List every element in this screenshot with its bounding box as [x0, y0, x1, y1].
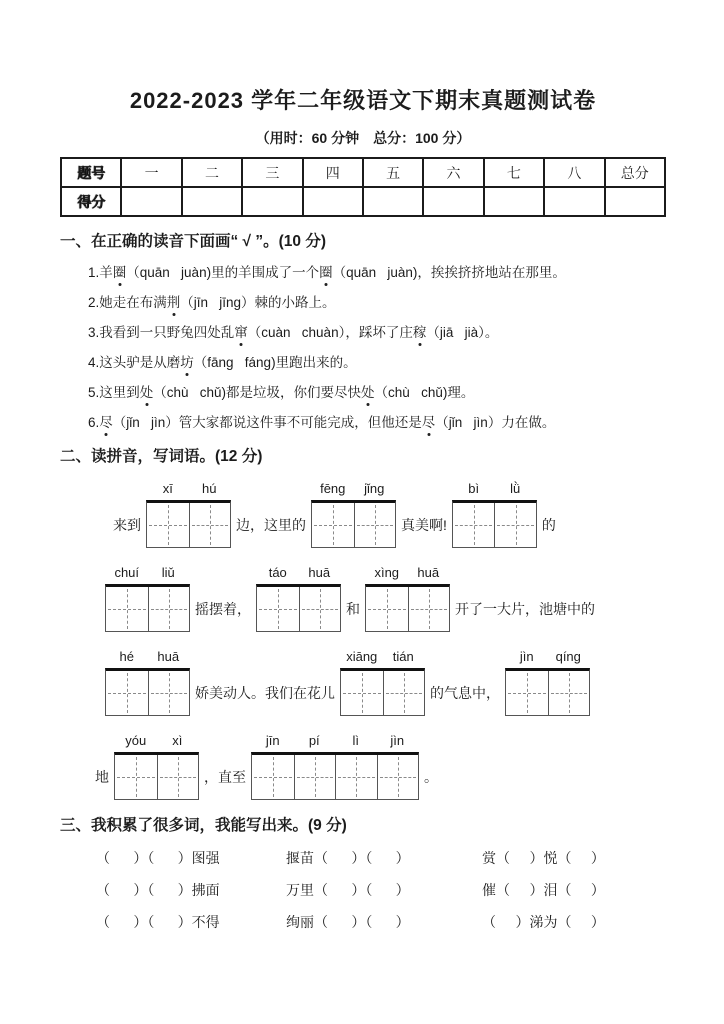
- context-text-group: [113, 480, 141, 549]
- pinyin-row: [452, 480, 537, 500]
- emphasized-character: 稼: [412, 325, 427, 340]
- context-text: 地: [95, 768, 109, 785]
- pinyin-label: xìng: [374, 565, 400, 580]
- context-text-group: [430, 648, 500, 717]
- writing-cell: [506, 671, 548, 715]
- pinyin-label: jìn: [390, 733, 405, 748]
- pinyin-spacer: [424, 732, 438, 752]
- question-item: 2.她走在布满荆（jīn jīng）棘的小路上。: [88, 295, 336, 310]
- writing-cell: [494, 503, 536, 547]
- score-table: [60, 157, 666, 217]
- pinyin-label: tián: [392, 649, 414, 664]
- writing-cell: [115, 755, 157, 799]
- question-item: 4.这头驴是从磨坊（fāng fáng)里跑出来的。: [88, 355, 357, 370]
- word-completion: 绚丽（ ）（ ）: [286, 914, 410, 930]
- score-table-score-row: [61, 187, 665, 216]
- pinyin-label: hú: [202, 481, 217, 496]
- emphasized-character: 处: [361, 385, 375, 400]
- section-word-completion: [60, 816, 666, 932]
- score-table-row2-label: 得分: [61, 187, 121, 216]
- pinyin-spacer: [401, 480, 447, 500]
- writing-cell: [299, 587, 341, 631]
- page-subtitle: （用时：60 分钟 总分：100 分）: [255, 130, 471, 146]
- section1-items: [60, 263, 666, 432]
- pinyin-line: [105, 564, 666, 633]
- context-text: 真美啊!: [401, 516, 447, 533]
- pinyin-label: xì: [172, 733, 183, 748]
- score-table-row1-label: 题号: [61, 158, 121, 187]
- writing-grid: [105, 668, 190, 716]
- pinyin-row: [311, 480, 396, 500]
- word-completion: （ ）涕为（ ）: [482, 914, 605, 930]
- pinyin-word-group: [114, 732, 199, 800]
- writing-grid: [340, 668, 425, 716]
- score-table-col-header: 八: [544, 158, 604, 187]
- score-table-score-cell: [182, 187, 242, 216]
- context-text: 和: [346, 600, 360, 617]
- pinyin-label: pí: [308, 733, 320, 748]
- pinyin-row: [146, 480, 231, 500]
- pinyin-label: xī: [162, 481, 173, 496]
- word-row: [96, 849, 666, 868]
- score-table-score-cell: [544, 187, 604, 216]
- pinyin-word-group: [365, 564, 450, 632]
- writing-grid: [365, 584, 450, 632]
- pinyin-label: lì: [352, 733, 359, 748]
- pinyin-label: huā: [157, 649, 180, 664]
- emphasized-character: 窜: [234, 325, 248, 340]
- word-completion: 揠苗（ ）（ ）: [286, 850, 410, 866]
- writing-cell: [157, 755, 199, 799]
- pinyin-label: liǔ: [161, 565, 175, 580]
- section2-lines: [60, 480, 666, 801]
- context-text: 开了一大片，池塘中的: [455, 600, 595, 617]
- pinyin-spacer: [204, 732, 246, 752]
- pinyin-label: lǜ: [510, 481, 521, 496]
- pinyin-label: fēng: [320, 481, 346, 496]
- writing-grid: [311, 500, 396, 548]
- context-text-group: [542, 480, 556, 549]
- score-table-score-cell: [303, 187, 363, 216]
- pinyin-word-group: [340, 648, 425, 716]
- score-table-col-header: 六: [423, 158, 483, 187]
- emphasized-character: 坊: [180, 355, 194, 370]
- score-table-score-cell: [121, 187, 181, 216]
- score-table-col-header: 七: [484, 158, 544, 187]
- word-completion: （ ）（ ）拂面: [96, 882, 220, 898]
- writing-cell: [453, 503, 495, 547]
- context-text: 。: [424, 768, 438, 785]
- pinyin-label: huā: [417, 565, 440, 580]
- word-row: [96, 881, 666, 900]
- pinyin-row: [105, 564, 190, 584]
- pinyin-label: yóu: [125, 733, 147, 748]
- score-table-score-cell: [242, 187, 302, 216]
- word-completion: （ ）（ ）图强: [96, 850, 220, 866]
- question-item: 5.这里到处（chù chǔ)都是垃圾，你们要尽快处（chù chǔ)理。: [88, 385, 475, 400]
- score-table-header-row: [61, 158, 665, 187]
- word-row: [96, 913, 666, 932]
- context-text-group: [236, 480, 306, 549]
- section3-heading: 三、我积累了很多词，我能写出来。(9 分): [60, 817, 347, 834]
- emphasized-character: 尽: [99, 415, 113, 430]
- word-completion: 催（ ）泪（ ）: [482, 882, 605, 898]
- writing-cell: [189, 503, 231, 547]
- pinyin-row: [365, 564, 450, 584]
- emphasized-character: 圈: [112, 265, 127, 280]
- pinyin-word-group: [105, 648, 190, 716]
- writing-grid: [105, 584, 190, 632]
- score-table-col-header: 四: [303, 158, 363, 187]
- section1-heading: 一、在正确的读音下面画“ √ ”。(10 分): [60, 233, 326, 250]
- emphasized-character: 处: [139, 385, 154, 400]
- context-text-group: [346, 564, 360, 633]
- writing-grid: [256, 584, 341, 632]
- pinyin-label: huā: [308, 565, 331, 580]
- question-item: 6.尽（jǐn jìn）管大家都说这件事不可能完成，但他还是尽（jǐn jìn）力在做。: [88, 415, 556, 430]
- pinyin-line: [105, 648, 666, 717]
- writing-cell: [257, 587, 299, 631]
- emphasized-character: 尽: [421, 415, 436, 430]
- pinyin-label: chuí: [114, 565, 140, 580]
- score-table-col-header: 二: [182, 158, 242, 187]
- score-table-score-cell: [363, 187, 423, 216]
- question-item: 1.羊圈（quān juàn)里的羊围成了一个圈（quān juàn)，挨挨挤挤地站在那里。: [88, 265, 566, 280]
- pinyin-label: jīn: [265, 733, 280, 748]
- writing-cell: [294, 755, 336, 799]
- writing-grid: [505, 668, 590, 716]
- context-text-group: [455, 564, 595, 633]
- context-text: 边，这里的: [236, 516, 306, 533]
- context-text: ，直至: [204, 768, 246, 785]
- pinyin-label: jǐng: [364, 481, 385, 496]
- context-text: 娇美动人。我们在花儿: [195, 684, 335, 701]
- writing-cell: [252, 755, 294, 799]
- pinyin-row: [340, 648, 425, 668]
- writing-cell: [366, 587, 408, 631]
- pinyin-word-group: [311, 480, 396, 548]
- pinyin-row: [505, 648, 590, 668]
- writing-grid: [114, 752, 199, 800]
- pinyin-spacer: [113, 480, 141, 500]
- writing-grid: [251, 752, 419, 800]
- pinyin-label: jìn: [519, 649, 534, 664]
- context-text-group: [401, 480, 447, 549]
- pinyin-label: bì: [468, 481, 480, 496]
- writing-cell: [148, 671, 190, 715]
- pinyin-word-group: [251, 732, 419, 800]
- pinyin-word-group: [452, 480, 537, 548]
- score-table-score-cell: [605, 187, 665, 216]
- pinyin-spacer: [430, 648, 500, 668]
- context-text-group: [95, 732, 109, 801]
- word-completion: 万里（ ）（ ）: [286, 882, 410, 898]
- score-table-score-cell: [484, 187, 544, 216]
- writing-cell: [106, 671, 148, 715]
- word-completion: （ ）（ ）不得: [96, 914, 220, 930]
- context-text: 摇摆着，: [195, 600, 251, 617]
- context-text-group: [195, 564, 251, 633]
- section2-heading: 二、读拼音，写词语。(12 分): [60, 448, 263, 465]
- emphasized-character: 荆: [166, 295, 181, 310]
- pinyin-row: [256, 564, 341, 584]
- pinyin-label: xiāng: [346, 649, 378, 664]
- section3-rows: [60, 849, 666, 932]
- pinyin-spacer: [542, 480, 556, 500]
- pinyin-word-group: [505, 648, 590, 716]
- score-table-col-header: 三: [242, 158, 302, 187]
- pinyin-line: [113, 480, 666, 549]
- writing-cell: [106, 587, 148, 631]
- writing-grid: [146, 500, 231, 548]
- writing-cell: [312, 503, 354, 547]
- pinyin-word-group: [256, 564, 341, 632]
- question-item: 3.我看到一只野兔四处乱窜（cuàn chuàn），踩坏了庄稼（jiā jià）。: [88, 325, 499, 340]
- writing-cell: [354, 503, 396, 547]
- page-title: 2022-2023 学年二年级语文下期末真题测试卷: [129, 88, 597, 113]
- writing-cell: [341, 671, 383, 715]
- context-text-group: [204, 732, 246, 801]
- score-table-col-header: 一: [121, 158, 181, 187]
- writing-grid: [452, 500, 537, 548]
- emphasized-character: 圈: [319, 265, 333, 280]
- writing-cell: [383, 671, 425, 715]
- pinyin-label: hé: [119, 649, 134, 664]
- pinyin-row: [114, 732, 199, 752]
- pinyin-spacer: [195, 564, 251, 584]
- writing-cell: [148, 587, 190, 631]
- pinyin-label: qíng: [555, 649, 581, 664]
- writing-cell: [408, 587, 450, 631]
- pinyin-row: [251, 732, 419, 752]
- pinyin-spacer: [346, 564, 360, 584]
- score-table-score-cell: [423, 187, 483, 216]
- writing-cell: [335, 755, 377, 799]
- pinyin-spacer: [195, 648, 335, 668]
- pinyin-word-group: [146, 480, 231, 548]
- context-text-group: [195, 648, 335, 717]
- writing-cell: [147, 503, 189, 547]
- pinyin-word-group: [105, 564, 190, 632]
- context-text: 来到: [113, 516, 141, 533]
- pinyin-label: táo: [268, 565, 287, 580]
- word-completion: 赏（ ）悦（ ）: [482, 850, 605, 866]
- pinyin-row: [105, 648, 190, 668]
- pinyin-spacer: [236, 480, 306, 500]
- writing-cell: [377, 755, 419, 799]
- section-pronunciation: [60, 232, 666, 432]
- writing-cell: [548, 671, 590, 715]
- context-text: 的气息中，: [430, 684, 500, 701]
- pinyin-spacer: [455, 564, 595, 584]
- context-text: 的: [541, 516, 556, 533]
- pinyin-line: [95, 732, 666, 801]
- score-table-col-header: 总分: [605, 158, 665, 187]
- context-text-group: [424, 732, 438, 801]
- pinyin-spacer: [95, 732, 109, 752]
- section-pinyin-writing: [60, 447, 666, 801]
- score-table-col-header: 五: [363, 158, 423, 187]
